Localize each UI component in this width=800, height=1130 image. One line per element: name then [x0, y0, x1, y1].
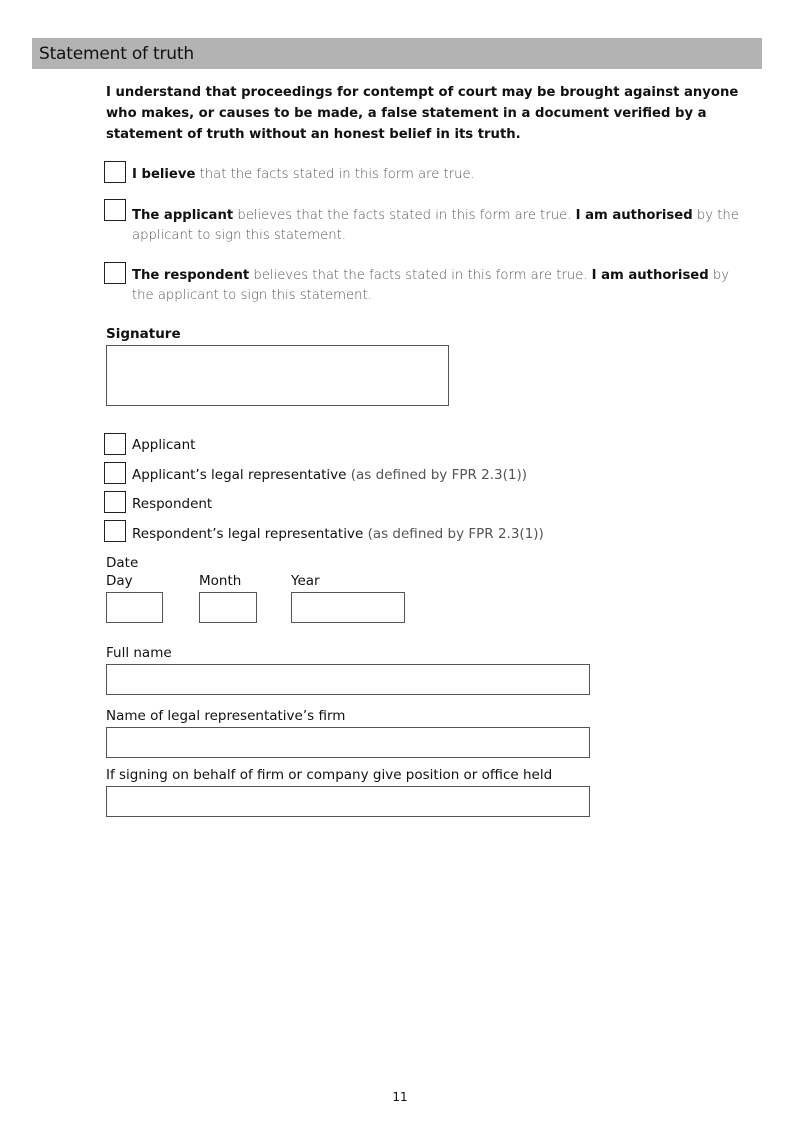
statement-bold: The applicant — [132, 208, 234, 223]
position-label: If signing on behalf of firm or company give position or office held — [106, 767, 553, 783]
statement-bold-authorised: I am authorised — [575, 208, 693, 223]
day-label: Day — [106, 573, 133, 589]
statement-checkbox-applicant[interactable] — [104, 199, 126, 221]
section-title: Statement of truth — [39, 44, 194, 64]
year-label: Year — [291, 573, 320, 589]
role-label: Respondent’s legal representative — [132, 526, 364, 542]
statement-checkbox-respondent[interactable] — [104, 262, 126, 284]
statement-text-authorised: by the applicant to sign this statement. — [132, 268, 730, 303]
role-checkbox-applicant-legal-rep[interactable] — [104, 462, 126, 484]
role-checkbox-respondent-legal-rep[interactable] — [104, 520, 126, 542]
statement-bold-authorised: I am authorised — [591, 268, 709, 283]
year-input[interactable] — [291, 592, 405, 623]
contempt-warning-text: I understand that proceedings for contempt of court may be brought against anyone who makes, or causes to be made, a false statement in a document verified by a statement of truth without an honest belief in its truth. — [106, 85, 739, 142]
statement-respondent — [132, 266, 742, 306]
statement-checkbox-i-believe[interactable] — [104, 161, 126, 183]
role-respondent-legal-rep — [132, 526, 544, 542]
role-label: Respondent — [132, 496, 213, 512]
role-label: Applicant’s legal representative — [132, 467, 347, 483]
page-number: 11 — [392, 1090, 408, 1104]
role-respondent — [132, 496, 212, 512]
signature-field[interactable] — [106, 345, 449, 406]
role-applicant — [132, 437, 195, 453]
statement-text: that the facts stated in this form are true. — [195, 167, 475, 182]
full-name-label: Full name — [106, 645, 172, 661]
position-input[interactable] — [106, 786, 590, 817]
role-checkbox-applicant[interactable] — [104, 433, 126, 455]
date-label: Date — [106, 555, 139, 571]
statement-text: believes that the facts stated in this form are true. — [233, 208, 576, 223]
statement-text-authorised: by the applicant to sign this statement. — [132, 208, 739, 243]
role-note: (as defined by FPR 2.3(1)) — [346, 467, 528, 483]
role-applicant-legal-rep — [132, 467, 527, 483]
role-label: Applicant — [132, 437, 196, 453]
full-name-input[interactable] — [106, 664, 590, 695]
firm-name-input[interactable] — [106, 727, 590, 758]
role-checkbox-respondent[interactable] — [104, 491, 126, 513]
firm-name-label: Name of legal representative’s firm — [106, 708, 346, 724]
statement-i-believe — [132, 165, 742, 185]
signature-label: Signature — [106, 326, 181, 342]
statement-bold: I believe — [132, 167, 196, 182]
month-input[interactable] — [199, 592, 257, 623]
month-label: Month — [199, 573, 242, 589]
statement-bold: The respondent — [132, 268, 250, 283]
role-note: (as defined by FPR 2.3(1)) — [363, 526, 544, 542]
statement-applicant — [132, 206, 742, 246]
statement-text: believes that the facts stated in this form are true. — [249, 268, 592, 283]
day-input[interactable] — [106, 592, 163, 623]
